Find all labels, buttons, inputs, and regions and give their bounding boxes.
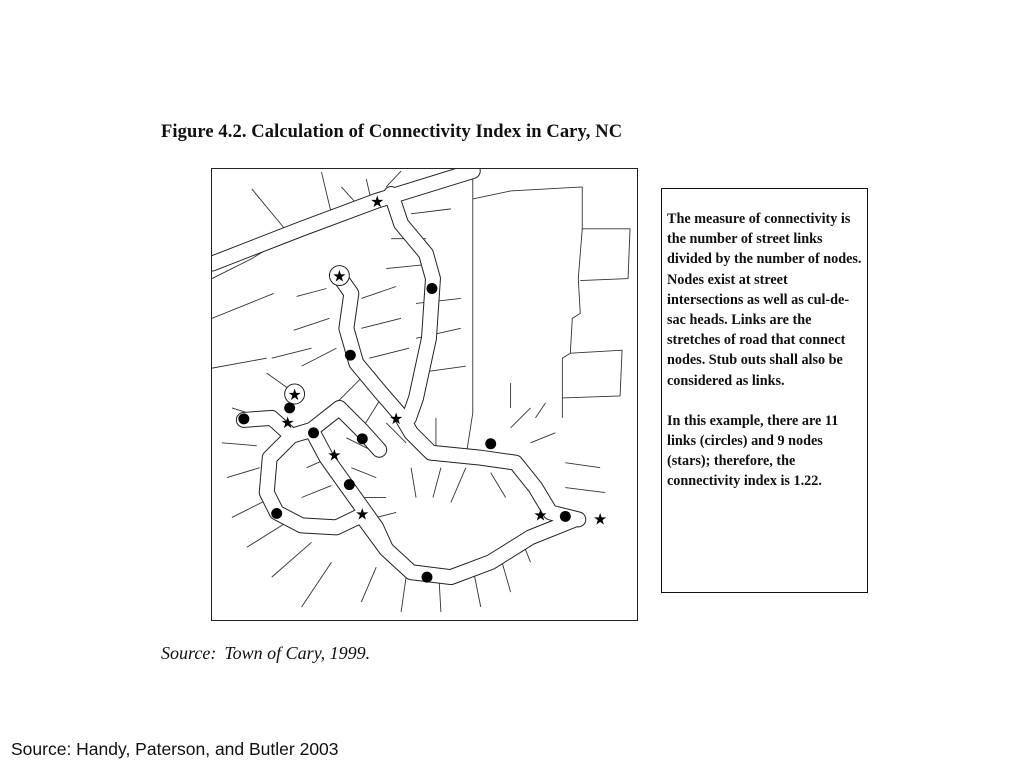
link-marker (485, 438, 496, 449)
node-marker: ★ (389, 408, 404, 428)
link-marker (345, 350, 356, 361)
link-marker (284, 402, 295, 413)
link-marker (560, 511, 571, 522)
node-marker: ★ (287, 384, 302, 404)
link-marker (238, 413, 249, 424)
node-marker: ★ (355, 504, 370, 524)
slide-citation: Source: Handy, Paterson, and Butler 2003 (11, 739, 339, 759)
figure-source (161, 643, 370, 664)
node-marker: ★ (533, 505, 548, 525)
street-network-map (212, 169, 637, 620)
node-marker: ★ (332, 266, 347, 286)
link-marker (357, 433, 368, 444)
node-markers (281, 192, 608, 529)
explanation-paragraph-1: The measure of connectivity is the number of street links divided by the number of nodes. Nodes exist at street intersections as well as cul-de-sac heads. Links are the stretches of road that connect nodes. Stub outs shall also be considered as links. (667, 211, 862, 389)
node-marker: ★ (280, 412, 295, 432)
node-marker: ★ (593, 509, 608, 529)
link-marker (426, 283, 437, 294)
link-marker (344, 479, 355, 490)
connectivity-explanation-box (661, 188, 868, 593)
node-marker: ★ (370, 191, 385, 211)
source-label: Source: (161, 643, 217, 663)
explanation-paragraph-2: In this example, there are 11 links (circles) and 9 nodes (stars); therefore, the connectivity index is 1.22. (667, 412, 839, 490)
street-corridors (212, 171, 578, 577)
link-marker (422, 572, 433, 583)
link-marker (308, 427, 319, 438)
figure-title: Figure 4.2. Calculation of Connectivity Index in Cary, NC (161, 122, 623, 142)
link-marker (271, 508, 282, 519)
street-map (211, 168, 638, 621)
node-marker: ★ (327, 445, 342, 465)
source-value: Town of Cary, 1999. (224, 643, 371, 663)
